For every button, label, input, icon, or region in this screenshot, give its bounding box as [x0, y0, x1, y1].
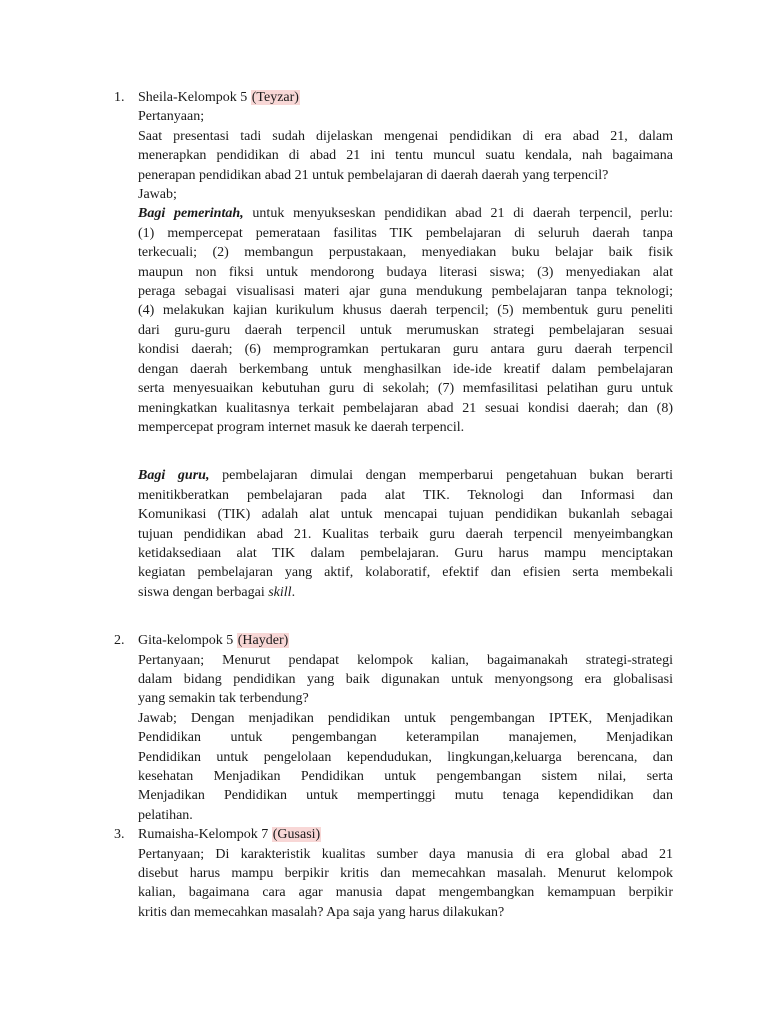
item-number: 2. — [114, 633, 125, 649]
question-line: Saat presentasi tadi sudah dijelaskan mengenai pendidikan di era abad 21, dalam — [138, 128, 673, 144]
teacher-last-end: . — [291, 584, 296, 600]
item-number: 3. — [114, 827, 125, 843]
gov-answer-line: dengan daerah berkembang untuk menghasilkan ide-ide kreatif dalam pembelajaran — [138, 361, 673, 377]
gov-lead: Bagi pemerintah, — [138, 206, 244, 222]
question-line: yang semakin tak terbendung? — [138, 691, 309, 707]
gov-answer-line: terkecuali; (2) membangun perpustakaan, menyediakan buku belajar baik fisik — [138, 245, 673, 261]
item-name: Gita-kelompok 5 — [138, 633, 234, 649]
item-heading — [138, 88, 673, 107]
answer-line: kesehatan Menjadikan Pendidikan untuk pengembangan sistem nilai, serta — [138, 769, 673, 784]
teacher-last-plain: siswa dengan berbagai — [138, 584, 269, 600]
document-page — [0, 88, 768, 922]
reviewer-highlight: (Gusasi) — [272, 827, 321, 843]
gov-answer-line: (4) melakukan kajian kurikulum khusus daerah terpencil; (5) membentuk guru peneliti — [138, 303, 673, 319]
answer-line: Pendidikan untuk pengembangan keterampilan manajemen, Menjadikan — [138, 730, 673, 746]
question-line: Pertanyaan; Menurut pendapat kelompok kalian, bagaimanakah strategi-strategi — [138, 652, 673, 668]
gov-answer-line: peraga sebagai visualisasi materi ajar guna mendukung pembelajaran tanpa teknologi; — [138, 284, 673, 300]
gov-answer-line: mempercepat program internet masuk ke daerah terpencil. — [138, 419, 465, 435]
gov-line-rest: untuk menyukseskan pendidikan abad 21 di daerah terpencil, perlu: — [243, 206, 673, 222]
skill-italic: skill — [268, 584, 292, 600]
question-label: Pertanyaan; — [138, 109, 205, 125]
gov-answer-line — [138, 204, 673, 223]
gov-answer-line: meningkatkan kualitasnya terkait pembelajaran abad 21 sesuai kondisi daerah; dan (8) — [138, 400, 673, 416]
teacher-answer-line: Komunikasi (TIK) adalah alat untuk mencapai tujuan pendidikan bukanlah sebagai — [138, 507, 673, 523]
item-heading — [138, 825, 673, 844]
paragraph-gap — [138, 456, 673, 466]
item-heading — [138, 631, 673, 650]
list-item-1 — [114, 88, 673, 602]
answer-line: Pendidikan untuk pengelolaan kependudukan, lingkungan,keluarga berencana, dan — [138, 749, 673, 765]
question-line: Pertanyaan; Di karakteristik kualitas sumber daya manusia di era global abad 21 — [138, 846, 673, 862]
question-line: dalam bidang pendidikan yang baik digunakan untuk menyongsong era globalisasi — [138, 671, 673, 687]
gov-answer-line: serta menyesuaikan kebutuhan guru di sekolah; (7) memfasilitasi pelatihan guru untuk — [138, 381, 673, 397]
item-number: 1. — [114, 90, 125, 105]
paragraph-gap — [138, 437, 673, 456]
reviewer-highlight: (Teyzar) — [251, 90, 299, 105]
teacher-line-rest: pembelajaran dimulai dengan memperbarui pengetahuan bukan berarti — [209, 468, 673, 484]
teacher-answer-line — [138, 583, 673, 602]
list-item-3 — [114, 825, 673, 922]
gov-answer-line: maupun non fiksi untuk mendorong budaya literasi siswa; (3) menyediakan alat — [138, 264, 673, 280]
answer-line: pelatihan. — [138, 807, 193, 823]
gov-answer-line: dari guru-guru daerah terpencil untuk merumuskan strategi pembelajaran sesuai — [138, 322, 673, 338]
question-line: kritis dan memecahkan masalah? Apa saja yang harus dilakukan? — [138, 904, 505, 920]
item-name: Sheila-Kelompok 5 — [138, 90, 248, 105]
gov-answer-line: kondisi daerah; (6) memprogramkan pertukaran guru antara guru daerah terpencil — [138, 342, 673, 358]
question-line: kalian, bagaimana cara agar manusia dapat mengembangkan kemampuan berpikir — [138, 885, 673, 901]
gov-answer-line: (1) mempercepat pemerataan fasilitas TIK pembelajaran di seluruh daerah tanpa — [138, 225, 673, 241]
question-line: disebut harus mampu berpikir kritis dan memecahkan masalah. Menurut kelompok — [138, 866, 673, 882]
teacher-answer-line: tujuan pendidikan abad 21. Kualitas terbaik guru daerah terpencil menyeimbangkan — [138, 526, 673, 542]
list-item-2 — [114, 631, 673, 825]
item-gap — [0, 621, 768, 631]
teacher-answer-line — [138, 466, 673, 485]
question-line: menerapkan pendidikan di abad 21 ini tentu muncul suatu kendala, nah bagaimana — [138, 148, 673, 164]
item-gap — [0, 602, 768, 621]
question-line: penerapan pendidikan abad 21 untuk pembelajaran di daerah daerah yang terpencil? — [138, 167, 609, 183]
answer-label: Jawab; — [138, 187, 177, 203]
teacher-answer-line: kegiatan pembelajaran yang aktif, kolaboratif, efektif dan efisien serta membekali — [138, 565, 673, 581]
answer-line: Menjadikan Pendidikan untuk mempertinggi mutu tenaga kependidikan dan — [138, 788, 673, 804]
teacher-answer-line: ketidaksediaan alat TIK dalam pembelajaran. Guru harus mampu menciptakan — [138, 545, 673, 561]
teacher-lead: Bagi guru, — [138, 468, 210, 484]
item-name: Rumaisha-Kelompok 7 — [138, 827, 269, 843]
reviewer-highlight: (Hayder) — [237, 633, 289, 649]
teacher-answer-line: menitikberatkan pembelajaran pada alat TIK. Teknologi dan Informasi dan — [138, 487, 673, 503]
answer-line: Jawab; Dengan menjadikan pendidikan untuk pengembangan IPTEK, Menjadikan — [138, 710, 673, 726]
